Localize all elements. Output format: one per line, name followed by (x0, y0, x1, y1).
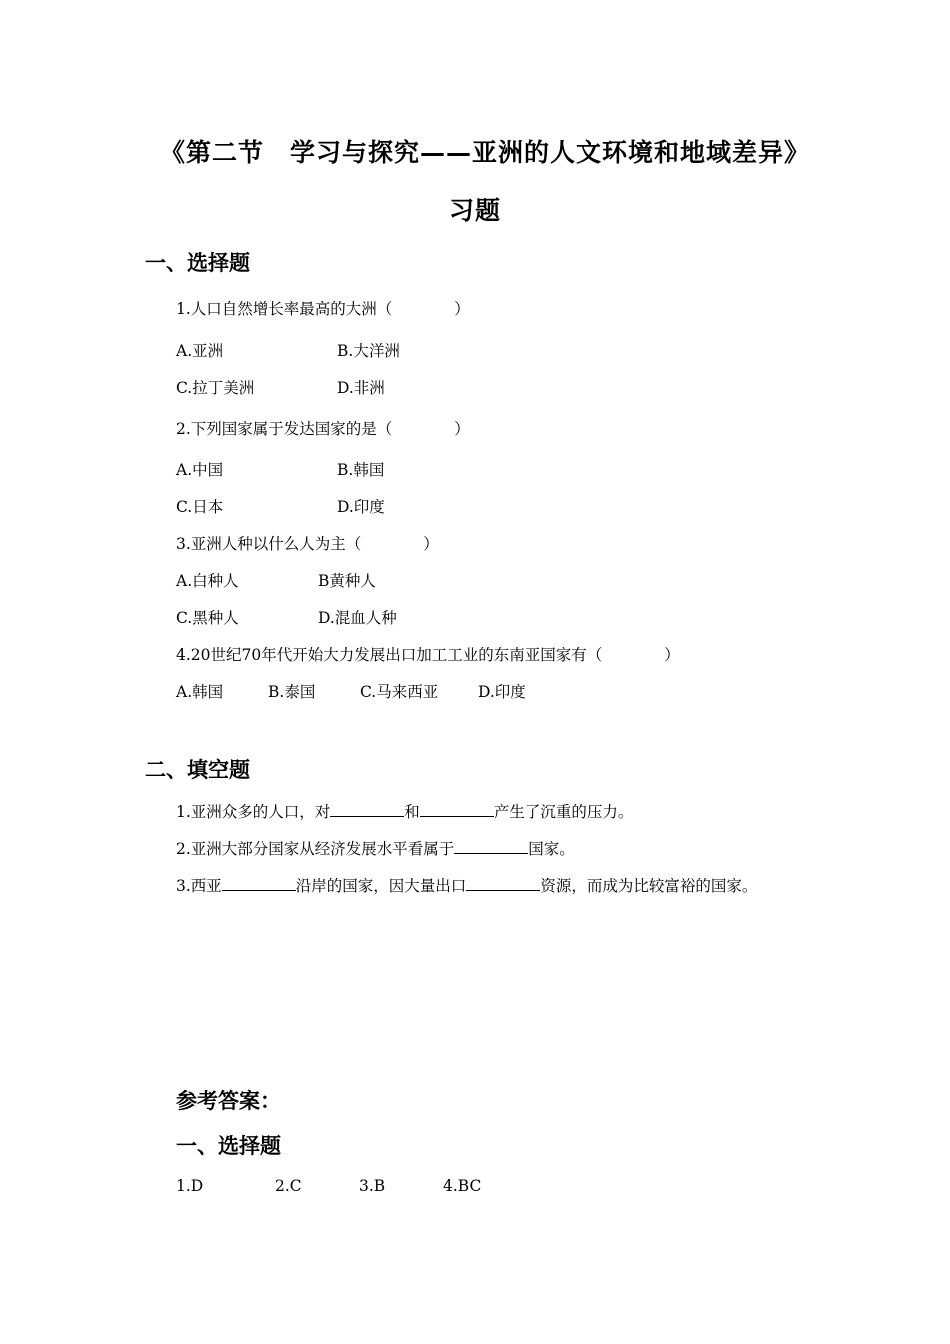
option-a: A.中国 (176, 461, 224, 479)
option-c: C.日本 (176, 498, 224, 516)
question-stem: 2.下列国家属于发达国家的是（ ） (176, 420, 470, 438)
question-stem: 4.20世纪70年代开始大力发展出口加工工业的东南亚国家有（ ） (176, 646, 680, 664)
fill-question-2 (176, 837, 575, 859)
fill-section-heading: 二、填空题 (145, 758, 250, 782)
answer-blank (454, 838, 528, 854)
question-stem: 1.人口自然增长率最高的大洲（ ） (176, 300, 470, 318)
fill-text: 2.亚洲大部分国家从经济发展水平看属于 (176, 840, 455, 858)
option-a: A.韩国 (176, 683, 224, 701)
option-b: B黄种人 (318, 572, 376, 590)
choice-section-heading: 一、选择题 (145, 251, 250, 275)
option-b: B.大洋洲 (337, 342, 400, 360)
answer-3: 3.B (359, 1177, 386, 1195)
fill-question-3 (176, 874, 757, 896)
fill-text: 沿岸的国家，因大量出口 (295, 877, 467, 895)
option-c: C.拉丁美洲 (176, 379, 255, 397)
answer-1: 1.D (176, 1177, 204, 1195)
option-d: D.非洲 (337, 379, 385, 397)
question-stem: 3.亚洲人种以什么人为主（ ） (176, 535, 439, 553)
fill-text: 3.西亚 (176, 877, 222, 895)
option-c: C.马来西亚 (360, 683, 439, 701)
fill-text: 和 (404, 803, 420, 821)
option-a: A.白种人 (176, 572, 239, 590)
fill-text: 产生了沉重的压力。 (493, 803, 634, 821)
answer-blank (466, 875, 540, 891)
fill-text: 资源，而成为比较富裕的国家。 (540, 877, 758, 895)
answer-blank (420, 801, 494, 817)
answer-blank (330, 801, 404, 817)
answers-heading: 参考答案： (176, 1089, 281, 1113)
fill-text: 国家。 (528, 840, 575, 858)
fill-question-1 (176, 800, 633, 822)
option-c: C.黑种人 (176, 609, 239, 627)
page-subtitle: 习题 (448, 196, 501, 225)
option-a: A.亚洲 (176, 342, 224, 360)
answer-blank (222, 875, 296, 891)
option-d: D.印度 (337, 498, 385, 516)
option-b: B.韩国 (337, 461, 385, 479)
option-d: D.混血人种 (318, 609, 397, 627)
page-title: 《第二节 学习与探究——亚洲的人文环境和地域差异》 (160, 138, 811, 167)
answers-section-heading: 一、选择题 (176, 1134, 281, 1158)
option-d: D.印度 (478, 683, 526, 701)
answer-4: 4.BC (443, 1177, 482, 1195)
fill-text: 1.亚洲众多的人口，对 (176, 803, 331, 821)
answer-2: 2.C (275, 1177, 302, 1195)
option-b: B.泰国 (268, 683, 316, 701)
